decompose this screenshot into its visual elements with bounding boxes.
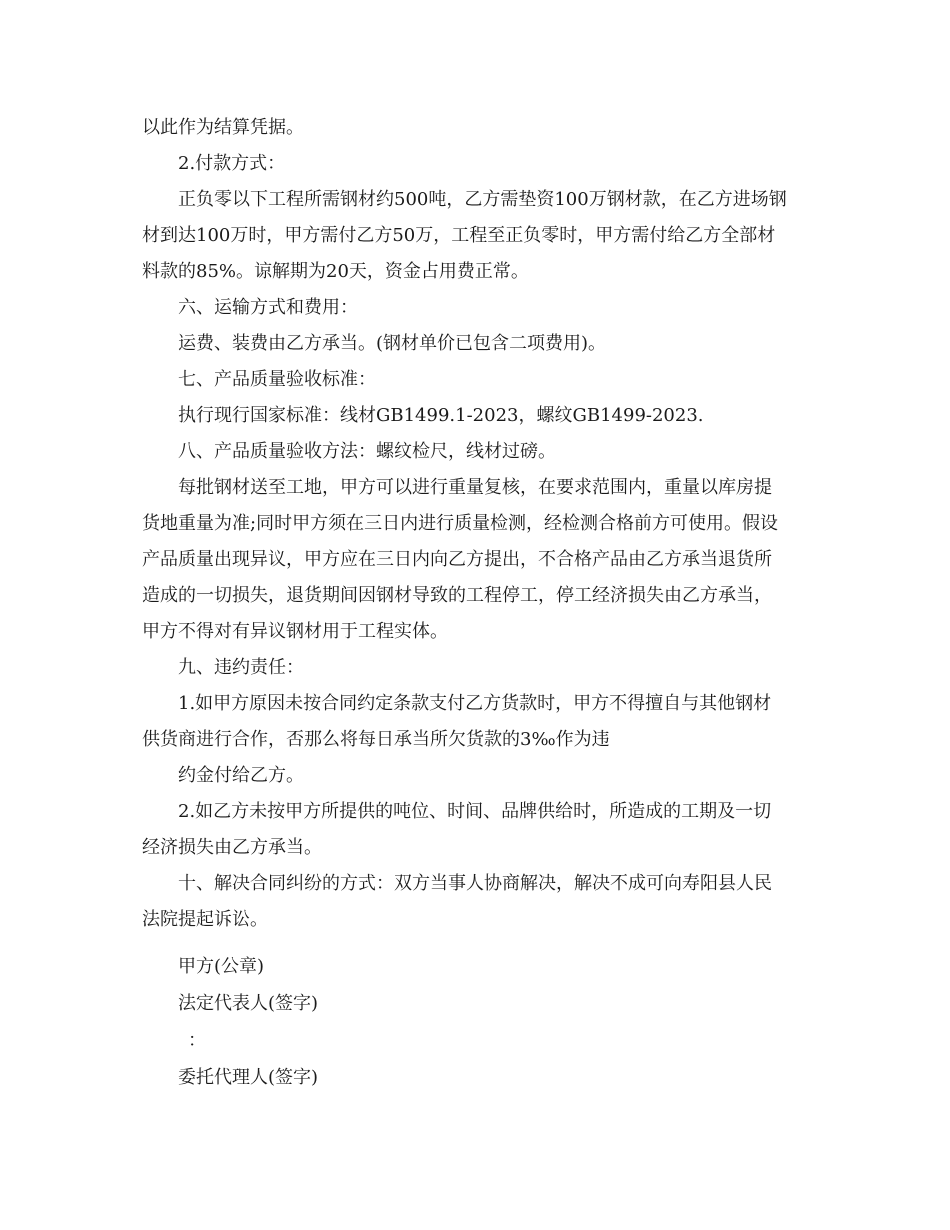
section-heading: 2.付款方式： [178,153,286,174]
section-heading: 八、产品质量验收方法：螺纹检尺，线材过磅。 [178,441,556,462]
signature-label-party-a: 甲方(公章) [178,956,265,977]
text-line: 甲方不得对有异议钢材用于工程实体。 [142,621,448,642]
text-line: 执行现行国家标准：线材GB1499.1-2023，螺纹GB1499-2023. [178,405,704,426]
section-heading: 十、解决合同纠纷的方式：双方当事人协商解决，解决不成可向寿阳县人民 [178,873,772,894]
text-line: 产品质量出现异议，甲方应在三日内向乙方提出，不合格产品由乙方承当退货所 [142,549,772,570]
text-line: 1.如甲方原因未按合同约定条款支付乙方货款时，甲方不得擅自与其他钢材 [178,693,772,714]
section-heading: 六、运输方式和费用： [178,297,358,318]
text-line: 约金付给乙方。 [178,765,304,786]
text-line: 以此作为结算凭据。 [142,117,304,138]
text-line: 经济损失由乙方承当。 [142,837,322,858]
signature-label-legal-representative: 法定代表人(签字) [178,993,319,1014]
text-line: 供货商进行合作，否那么将每日承当所欠货款的3‰作为违 [142,729,610,750]
text-line: 料款的85%。谅解期为20天，资金占用费正常。 [142,261,529,282]
text-line: 正负零以下工程所需钢材约500吨，乙方需垫资100万钢材款，在乙方进场钢 [178,189,787,210]
text-line: 货地重量为准;同时甲方须在三日内进行质量检测，经检测合格前方可使用。假设 [142,513,779,534]
text-line: 每批钢材送至工地，甲方可以进行重量复核，在要求范围内，重量以库房提 [178,477,772,498]
text-line: 运费、装费由乙方承当。(钢材单价已包含二项费用)。 [178,333,607,354]
text-line: 材到达100万时，甲方需付乙方50万，工程至正负零时，甲方需付给乙方全部材 [142,225,776,246]
section-heading: 七、产品质量验收标准： [178,369,376,390]
text-line: 法院提起诉讼。 [142,909,268,930]
signature-label-agent: 委托代理人(签字) [178,1067,319,1088]
text-line: 造成的一切损失，退货期间因钢材导致的工程停工，停工经济损失由乙方承当， [142,585,772,606]
text-line: 2.如乙方未按甲方所提供的吨位、时间、品牌供给时，所造成的工期及一切 [178,801,772,822]
signature-colon: ： [188,1030,206,1051]
section-heading: 九、违约责任： [178,657,304,678]
